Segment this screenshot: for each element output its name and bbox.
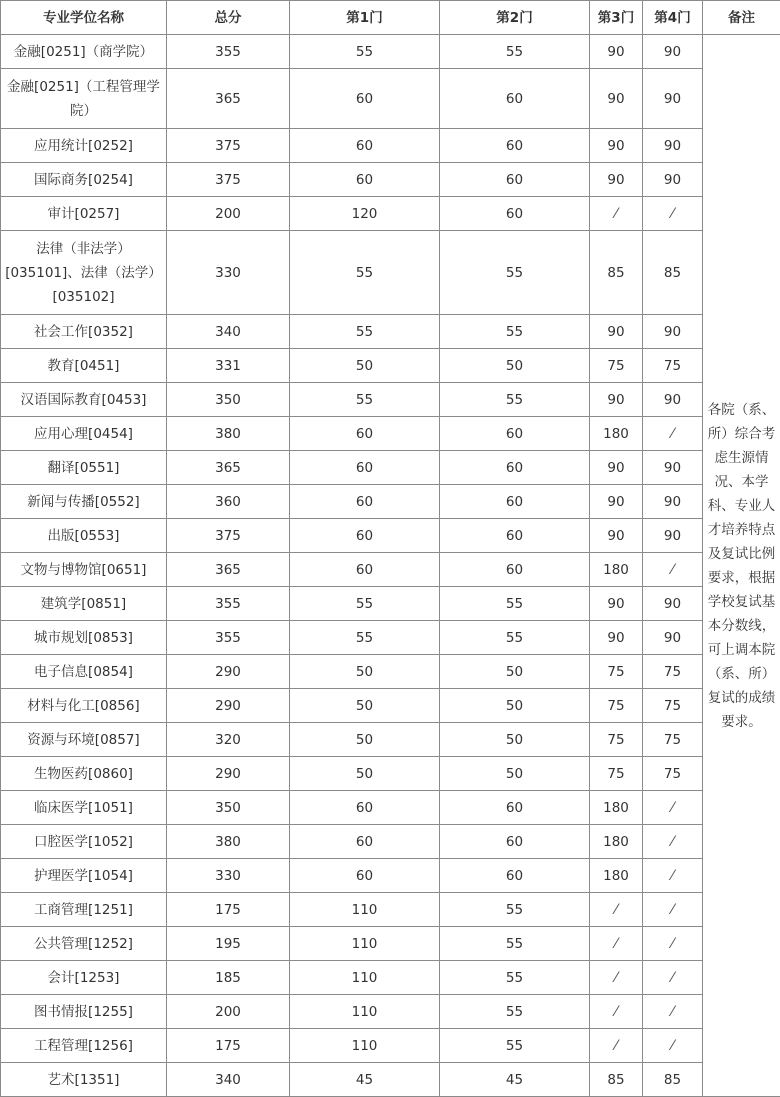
subject-3-cell: ⁄ [590,927,643,961]
subject-2-cell: 60 [440,859,590,893]
table-row [1,757,780,791]
subject-3-cell: 90 [590,129,643,163]
subject-3-cell: 180 [590,825,643,859]
subject-4-cell: 75 [643,723,703,757]
table-row [1,485,780,519]
subject-3-cell: 75 [590,349,643,383]
subject-4-cell: 90 [643,163,703,197]
total-score-cell: 331 [167,349,290,383]
major-name-cell: 工程管理[1256] [1,1029,167,1063]
subject-1-cell: 55 [290,315,440,349]
subject-4-cell: ⁄ [643,1029,703,1063]
table-row [1,519,780,553]
major-name-cell: 临床医学[1051] [1,791,167,825]
table-row [1,961,780,995]
header-subject-4: 第4门 [643,1,703,35]
table-row [1,163,780,197]
subject-1-cell: 110 [290,927,440,961]
subject-2-cell: 60 [440,791,590,825]
subject-4-cell: 90 [643,383,703,417]
subject-4-cell: 90 [643,69,703,129]
subject-4-cell: 85 [643,1063,703,1097]
subject-3-cell: ⁄ [590,995,643,1029]
table-row [1,383,780,417]
header-total-score: 总分 [167,1,290,35]
table-row [1,231,780,315]
subject-3-cell: ⁄ [590,197,643,231]
total-score-cell: 290 [167,655,290,689]
header-subject-1: 第1门 [290,1,440,35]
subject-2-cell: 60 [440,553,590,587]
subject-3-cell: 85 [590,231,643,315]
subject-1-cell: 110 [290,1029,440,1063]
major-name-cell: 公共管理[1252] [1,927,167,961]
total-score-cell: 365 [167,451,290,485]
subject-3-cell: 90 [590,69,643,129]
subject-4-cell: 90 [643,485,703,519]
major-name-cell: 教育[0451] [1,349,167,383]
subject-2-cell: 55 [440,893,590,927]
subject-3-cell: 90 [590,315,643,349]
subject-1-cell: 110 [290,961,440,995]
total-score-cell: 200 [167,197,290,231]
subject-2-cell: 55 [440,315,590,349]
subject-1-cell: 50 [290,349,440,383]
subject-2-cell: 55 [440,231,590,315]
subject-1-cell: 45 [290,1063,440,1097]
table-row [1,621,780,655]
major-name-cell: 材料与化工[0856] [1,689,167,723]
subject-1-cell: 50 [290,655,440,689]
total-score-cell: 355 [167,587,290,621]
header-subject-3: 第3门 [590,1,643,35]
table-row [1,723,780,757]
table-row [1,927,780,961]
subject-1-cell: 55 [290,231,440,315]
subject-3-cell: 180 [590,859,643,893]
header-remark: 备注 [703,1,780,35]
table-row [1,197,780,231]
total-score-cell: 380 [167,417,290,451]
table-row [1,791,780,825]
major-name-cell: 艺术[1351] [1,1063,167,1097]
major-name-cell: 应用心理[0454] [1,417,167,451]
subject-1-cell: 60 [290,417,440,451]
subject-3-cell: 85 [590,1063,643,1097]
major-name-cell: 文物与博物馆[0651] [1,553,167,587]
subject-3-cell: 90 [590,163,643,197]
subject-4-cell: ⁄ [643,995,703,1029]
subject-4-cell: ⁄ [643,825,703,859]
subject-1-cell: 60 [290,129,440,163]
major-name-cell: 出版[0553] [1,519,167,553]
table-row [1,553,780,587]
subject-4-cell: ⁄ [643,893,703,927]
subject-1-cell: 50 [290,757,440,791]
subject-2-cell: 60 [440,519,590,553]
table-row [1,825,780,859]
table-row [1,655,780,689]
major-name-cell: 生物医药[0860] [1,757,167,791]
subject-2-cell: 55 [440,587,590,621]
subject-2-cell: 50 [440,655,590,689]
subject-4-cell: ⁄ [643,927,703,961]
subject-1-cell: 50 [290,689,440,723]
subject-2-cell: 55 [440,927,590,961]
total-score-cell: 350 [167,383,290,417]
subject-3-cell: 90 [590,519,643,553]
subject-4-cell: ⁄ [643,197,703,231]
table-row [1,129,780,163]
table-row [1,1063,780,1097]
subject-2-cell: 60 [440,129,590,163]
subject-1-cell: 110 [290,995,440,1029]
header-row [1,1,780,35]
subject-1-cell: 110 [290,893,440,927]
remark-cell: 各院（系、所）综合考虑生源情况、本学科、专业人才培养特点及复试比例要求，根据学校复试基本分数线，可上调本院（系、所）复试的成绩要求。 [703,35,780,1097]
subject-1-cell: 60 [290,451,440,485]
total-score-cell: 195 [167,927,290,961]
table-row [1,689,780,723]
total-score-cell: 375 [167,129,290,163]
subject-2-cell: 60 [440,451,590,485]
major-name-cell: 法律（非法学）[035101]、法律（法学）[035102] [1,231,167,315]
subject-4-cell: 90 [643,35,703,69]
subject-1-cell: 55 [290,383,440,417]
subject-4-cell: 90 [643,587,703,621]
subject-3-cell: 75 [590,723,643,757]
subject-4-cell: 75 [643,655,703,689]
table-row [1,69,780,129]
major-name-cell: 电子信息[0854] [1,655,167,689]
table-row [1,1029,780,1063]
major-name-cell: 汉语国际教育[0453] [1,383,167,417]
subject-4-cell: 90 [643,451,703,485]
subject-3-cell: 75 [590,757,643,791]
subject-4-cell: 90 [643,315,703,349]
table-row [1,349,780,383]
major-name-cell: 工商管理[1251] [1,893,167,927]
subject-2-cell: 60 [440,163,590,197]
total-score-cell: 330 [167,859,290,893]
table-row [1,859,780,893]
subject-3-cell: 90 [590,383,643,417]
major-name-cell: 翻译[0551] [1,451,167,485]
subject-2-cell: 55 [440,961,590,995]
subject-3-cell: ⁄ [590,1029,643,1063]
subject-1-cell: 120 [290,197,440,231]
subject-3-cell: 180 [590,553,643,587]
total-score-cell: 360 [167,485,290,519]
subject-3-cell: 90 [590,35,643,69]
total-score-cell: 375 [167,163,290,197]
major-name-cell: 资源与环境[0857] [1,723,167,757]
subject-2-cell: 50 [440,689,590,723]
subject-1-cell: 60 [290,485,440,519]
subject-4-cell: 75 [643,689,703,723]
header-subject-2: 第2门 [440,1,590,35]
subject-3-cell: 90 [590,621,643,655]
total-score-cell: 365 [167,553,290,587]
subject-1-cell: 60 [290,69,440,129]
table-row [1,451,780,485]
subject-2-cell: 55 [440,1029,590,1063]
table-row [1,893,780,927]
major-name-cell: 会计[1253] [1,961,167,995]
subject-2-cell: 50 [440,757,590,791]
total-score-cell: 340 [167,1063,290,1097]
table-row [1,995,780,1029]
total-score-cell: 200 [167,995,290,1029]
subject-2-cell: 60 [440,69,590,129]
subject-2-cell: 50 [440,723,590,757]
total-score-cell: 330 [167,231,290,315]
subject-4-cell: 90 [643,129,703,163]
subject-3-cell: 75 [590,655,643,689]
table-row [1,417,780,451]
subject-3-cell: 90 [590,587,643,621]
major-name-cell: 金融[0251]（工程管理学院） [1,69,167,129]
subject-4-cell: ⁄ [643,417,703,451]
major-name-cell: 国际商务[0254] [1,163,167,197]
subject-3-cell: ⁄ [590,893,643,927]
major-name-cell: 社会工作[0352] [1,315,167,349]
total-score-cell: 340 [167,315,290,349]
table-row [1,315,780,349]
subject-2-cell: 45 [440,1063,590,1097]
total-score-cell: 365 [167,69,290,129]
subject-2-cell: 55 [440,995,590,1029]
subject-2-cell: 55 [440,35,590,69]
total-score-cell: 175 [167,893,290,927]
total-score-cell: 290 [167,757,290,791]
subject-2-cell: 60 [440,485,590,519]
major-name-cell: 金融[0251]（商学院） [1,35,167,69]
subject-3-cell: 75 [590,689,643,723]
subject-2-cell: 50 [440,349,590,383]
subject-3-cell: ⁄ [590,961,643,995]
subject-4-cell: 90 [643,621,703,655]
subject-4-cell: 75 [643,349,703,383]
major-name-cell: 应用统计[0252] [1,129,167,163]
total-score-cell: 380 [167,825,290,859]
total-score-cell: 290 [167,689,290,723]
header-major-name: 专业学位名称 [1,1,167,35]
subject-1-cell: 60 [290,519,440,553]
total-score-cell: 355 [167,621,290,655]
major-name-cell: 新闻与传播[0552] [1,485,167,519]
subject-3-cell: 180 [590,417,643,451]
total-score-cell: 175 [167,1029,290,1063]
subject-4-cell: 90 [643,519,703,553]
total-score-cell: 320 [167,723,290,757]
table-row [1,35,780,69]
subject-4-cell: ⁄ [643,961,703,995]
major-name-cell: 建筑学[0851] [1,587,167,621]
subject-1-cell: 60 [290,859,440,893]
subject-4-cell: ⁄ [643,859,703,893]
subject-1-cell: 55 [290,587,440,621]
subject-4-cell: 75 [643,757,703,791]
table-row [1,587,780,621]
subject-2-cell: 60 [440,197,590,231]
major-name-cell: 城市规划[0853] [1,621,167,655]
major-name-cell: 审计[0257] [1,197,167,231]
subject-4-cell: 85 [643,231,703,315]
subject-2-cell: 60 [440,825,590,859]
subject-4-cell: ⁄ [643,791,703,825]
subject-3-cell: 90 [590,485,643,519]
total-score-cell: 185 [167,961,290,995]
subject-4-cell: ⁄ [643,553,703,587]
total-score-cell: 355 [167,35,290,69]
subject-2-cell: 55 [440,383,590,417]
subject-3-cell: 90 [590,451,643,485]
subject-1-cell: 55 [290,621,440,655]
subject-1-cell: 60 [290,163,440,197]
subject-3-cell: 180 [590,791,643,825]
major-name-cell: 图书情报[1255] [1,995,167,1029]
subject-1-cell: 60 [290,825,440,859]
major-name-cell: 护理医学[1054] [1,859,167,893]
subject-1-cell: 55 [290,35,440,69]
total-score-cell: 375 [167,519,290,553]
subject-2-cell: 55 [440,621,590,655]
total-score-cell: 350 [167,791,290,825]
subject-1-cell: 60 [290,553,440,587]
major-name-cell: 口腔医学[1052] [1,825,167,859]
subject-1-cell: 60 [290,791,440,825]
subject-2-cell: 60 [440,417,590,451]
subject-1-cell: 50 [290,723,440,757]
